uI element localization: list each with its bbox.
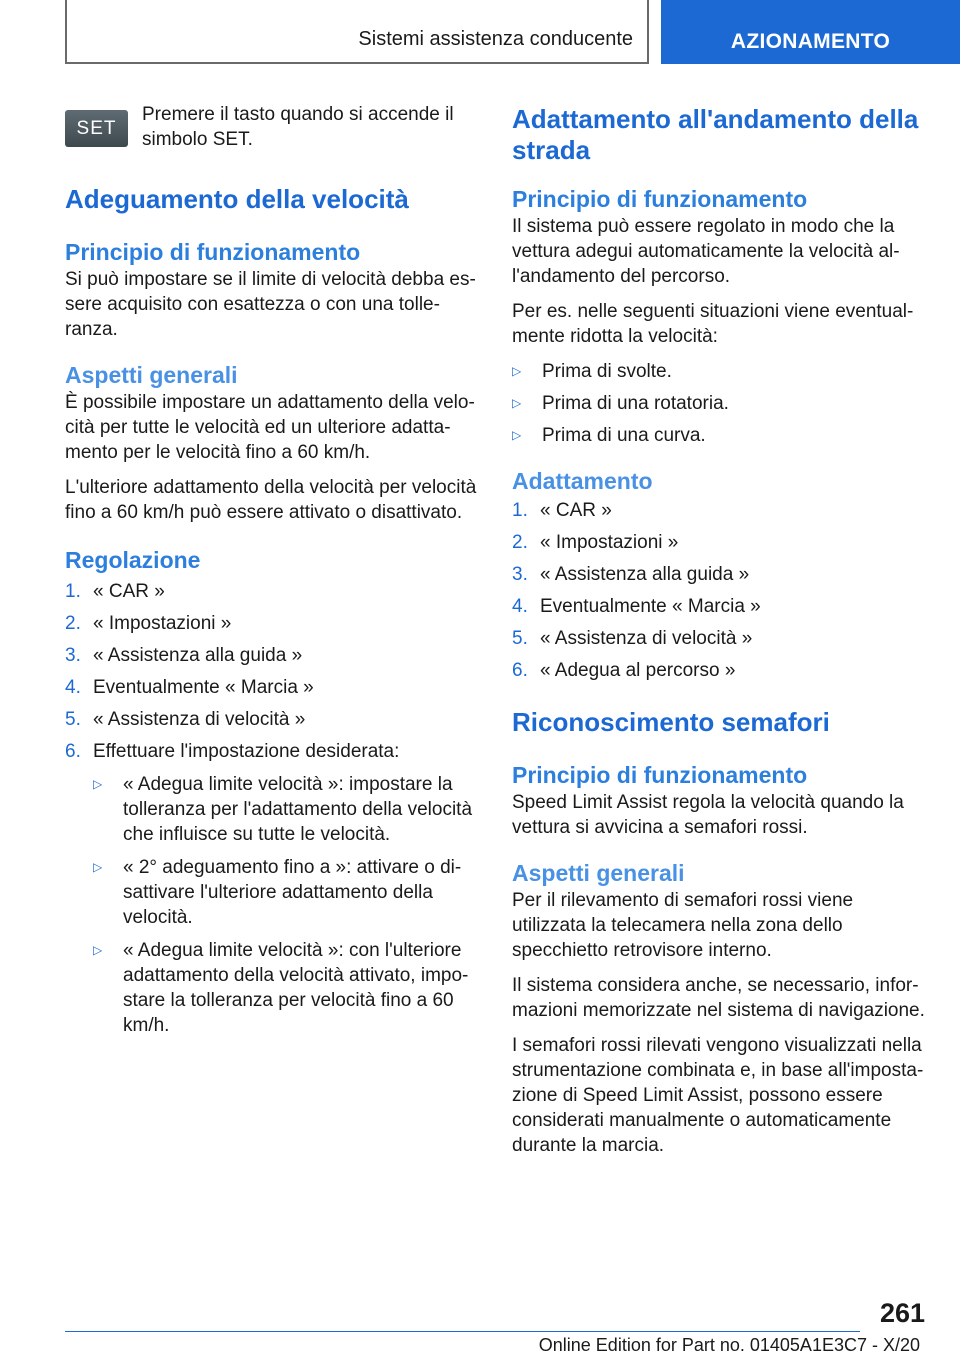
set-button-icon: SET <box>65 110 128 147</box>
list-item: ▷ Prima di una curva. <box>512 425 706 446</box>
heading-speed-adjustment: Adeguamento della velocità <box>65 184 409 214</box>
heading-adattamento: Adattamento <box>512 468 653 494</box>
heading-general-aspects: Aspetti generali <box>65 362 238 388</box>
heading-principle: Principio di funzionamento <box>65 239 361 265</box>
list-item: ▷ « Adegua limite velocità »: con l'ulteriore adattamento della velocità attivato, impostare la tolleranza per velocità fino a 60 km/h. <box>93 940 469 1036</box>
header-chapter-title: AZIONAMENTO <box>730 30 891 53</box>
page-number: 261 <box>879 1298 925 1328</box>
footer-divider <box>65 1331 860 1332</box>
list-item: ▷ « 2° adeguamento fino a »: attivare o disattivare l'ulteriore adattamento della velocità. <box>93 857 462 928</box>
list-item: ▷ « Adegua limite velocità »: impostare la tolleranza per l'adattamento della velocità che influisce su tutte le velocità. <box>93 774 473 845</box>
heading-principle-2: Principio di funzionamento <box>512 762 808 788</box>
traffic-general-text-3: I semafori rossi rilevati vengono visualizzati nella strumentazione combinata e, in base all'impostazione di Speed Limit Assist, possono essere considerati manualmente o automaticamente durante la marcia. <box>512 1035 924 1156</box>
triangle-bullet-icon: ▷ <box>512 364 522 378</box>
list-item: 4. Eventualmente « Marcia » <box>65 677 314 698</box>
general-text-2: L'ulteriore adattamento della velocità per velocità fino a 60 km/h può essere attivato o disattivato. <box>65 477 477 523</box>
list-item: 6. « Adegua al percorso » <box>512 660 736 681</box>
footer-edition: Online Edition for Part no. 01405A1E3C7 - X/20 <box>538 1335 920 1355</box>
general-text-1: È possibile impostare un adattamento della velocità per tutte le velocità ed un ulteriore adattamento per le velocità fino a 60 km/h. <box>65 392 475 463</box>
heading-general-aspects-2: Aspetti generali <box>512 860 685 886</box>
triangle-bullet-icon: ▷ <box>512 428 522 442</box>
set-instruction <box>65 102 478 152</box>
list-item: 1. « CAR » <box>512 500 612 521</box>
heading-principle: Principio di funzionamento <box>512 186 808 212</box>
list-item: 1. « CAR » <box>65 581 165 602</box>
list-item: 3. « Assistenza alla guida » <box>512 564 750 585</box>
triangle-bullet-icon: ▷ <box>93 943 103 957</box>
left-column <box>65 100 478 1066</box>
situations-list <box>512 359 932 448</box>
adattamento-steps <box>512 498 932 683</box>
triangle-bullet-icon: ▷ <box>512 396 522 410</box>
heading-traffic-light-recognition: Riconoscimento semafori <box>512 707 830 737</box>
principle-text: Si può impostare se il limite di velocità debba essere acquisito con esattezza o con una tolleranza. <box>65 269 476 340</box>
list-item: ▷ Prima di una rotatoria. <box>512 393 729 414</box>
list-item: 5. « Assistenza di velocità » <box>65 709 306 730</box>
set-instruction-text: Premere il tasto quando si accende il simbolo SET. <box>142 104 454 150</box>
list-item: ▷ Prima di svolte. <box>512 361 672 382</box>
list-item: 6. Effettuare l'impostazione desiderata: ▷ « Adegua limite velocità »: impostare la tolleranza per l'adattamento della velocità che influisce su tutte le velocità. ▷ « 2° adeguamento fino a »: attivare o disattivare l'ulteriore adattamento della velocità. ▷ « Adegua limite velocità »: con l'ulteriore adattamento della velocità attivato, impostare la tolleranza per velocità fino a 60 km/h. <box>65 739 478 1056</box>
header-section-title: Sistemi assistenza conducente <box>358 28 633 50</box>
triangle-bullet-icon: ▷ <box>93 860 103 874</box>
principle-text: Il sistema può essere regolato in modo che la vettura adegui automaticamente la velocità all'andamento del percorso. <box>512 216 900 287</box>
list-item: 4. Eventualmente « Marcia » <box>512 596 761 617</box>
example-text: Per es. nelle seguenti situazioni viene eventualmente ridotta la velocità: <box>512 301 914 347</box>
traffic-principle-text: Speed Limit Assist regola la velocità quando la vettura si avvicina a semafori rossi. <box>512 792 904 838</box>
heading-regolazione: Regolazione <box>65 547 201 573</box>
list-item: 2. « Impostazioni » <box>512 532 679 553</box>
list-item: 3. « Assistenza alla guida » <box>65 645 303 666</box>
list-item: 2. « Impostazioni » <box>65 613 232 634</box>
header-section-tab <box>65 0 649 64</box>
traffic-general-text-2: Il sistema considera anche, se necessario, informazioni memorizzate nel sistema di navigazione. <box>512 975 925 1021</box>
triangle-bullet-icon: ▷ <box>93 777 103 791</box>
regolazione-steps <box>65 579 478 1056</box>
traffic-general-text-1: Per il rilevamento di semafori rossi viene utilizzata la telecamera nella zona dello specchietto retrovisore interno. <box>512 890 854 961</box>
heading-road-adaptation: Adattamento all'andamento della strada <box>512 104 919 165</box>
header-chapter-tab[interactable] <box>661 0 960 64</box>
list-item: 5. « Assistenza di velocità » <box>512 628 753 649</box>
right-column <box>512 100 932 1168</box>
setting-options <box>93 772 478 1046</box>
